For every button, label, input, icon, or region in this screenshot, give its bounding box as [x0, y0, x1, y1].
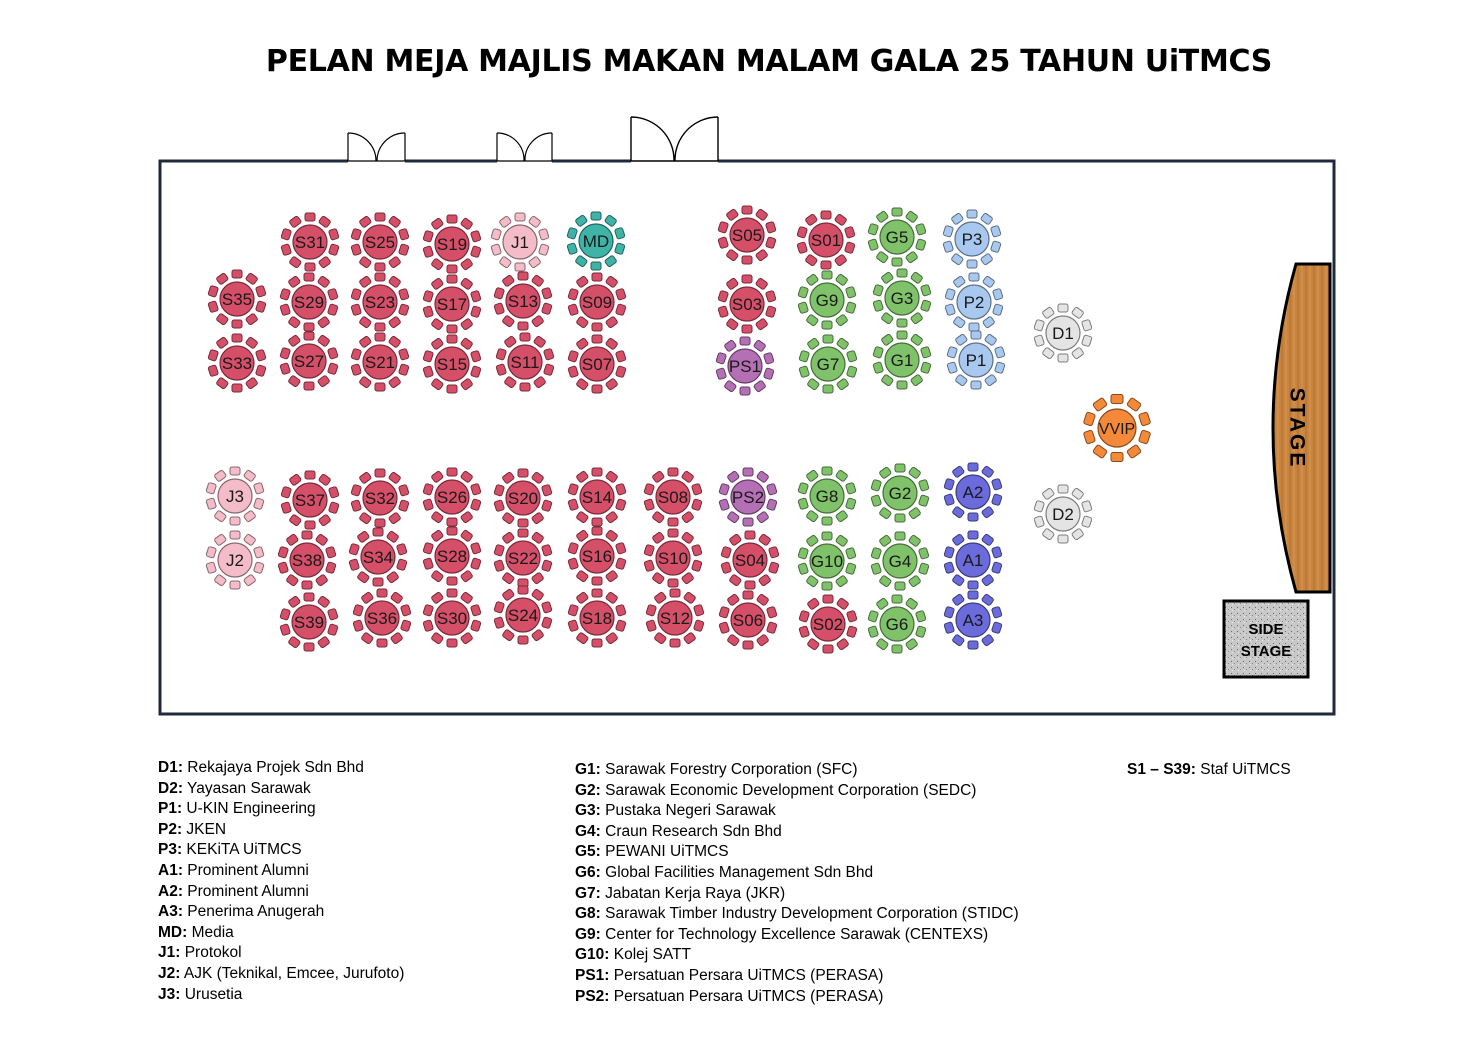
chair: [375, 273, 385, 281]
table-label: A1: [962, 551, 984, 570]
chair: [518, 469, 528, 477]
chair: [304, 643, 314, 651]
chair: [670, 639, 680, 647]
table-label: A2: [962, 483, 984, 502]
chair: [305, 263, 315, 271]
legend-name: Sarawak Forestry Corporation (SFC): [600, 761, 858, 778]
legend-code: PS2:: [575, 987, 610, 1005]
chair: [740, 387, 750, 395]
legend-name: Center for Technology Excellence Sarawak (CENTEXS): [600, 925, 989, 943]
chair: [447, 589, 457, 597]
table-label: S04: [734, 551, 766, 570]
table-label: S32: [364, 489, 396, 508]
chair: [822, 532, 832, 540]
table-label: G5: [885, 228, 909, 247]
legend-item: [575, 925, 1019, 946]
chair: [592, 385, 602, 393]
table-label: G7: [816, 355, 840, 374]
chair: [592, 273, 602, 281]
chair: [668, 518, 678, 526]
legend-code: A3:: [158, 903, 183, 921]
table-label: S10: [657, 549, 689, 568]
side-stage: [1224, 601, 1308, 677]
chair: [668, 468, 678, 476]
chair: [520, 333, 530, 341]
legend-code: G6:: [575, 863, 601, 881]
legend-name: Protokol: [180, 944, 242, 962]
table-label: G9: [815, 291, 839, 310]
chair: [892, 595, 902, 603]
legend-name: AJK (Teknikal, Emcee, Jurufoto): [180, 964, 405, 982]
legend-code: J1:: [158, 944, 181, 962]
chair: [447, 215, 457, 223]
chair: [821, 261, 831, 269]
table-label: PS1: [728, 357, 762, 376]
legend-item: [575, 781, 1019, 802]
chair: [897, 319, 907, 327]
legend-code: P3:: [158, 841, 183, 859]
table-label: S30: [436, 609, 468, 628]
legend-code: A1:: [158, 861, 183, 879]
chair: [742, 325, 752, 333]
chair: [592, 323, 602, 331]
legend-code: A2:: [158, 882, 183, 900]
chair: [743, 518, 753, 526]
table-label: S20: [507, 489, 539, 508]
legend-name: Staf UiTMCS: [1195, 761, 1291, 778]
legend-column-2: [575, 760, 1019, 1007]
chair: [745, 581, 755, 589]
chair: [740, 337, 750, 345]
legend-code: G3:: [575, 802, 601, 820]
chair: [743, 591, 753, 599]
chair: [304, 332, 314, 340]
table-label: S09: [581, 293, 613, 312]
legend-code: S1 – S39:: [1127, 761, 1196, 778]
chair: [591, 212, 601, 220]
chair: [969, 273, 979, 281]
chair: [518, 272, 528, 280]
legend-code: J2:: [158, 964, 181, 982]
chair: [823, 595, 833, 603]
legend-name: Sarawak Timber Industry Development Corporation (STIDC): [600, 905, 1019, 923]
chair: [892, 645, 902, 653]
chair: [742, 275, 752, 283]
table-label: J2: [226, 551, 244, 570]
chair: [1111, 395, 1123, 404]
legend-code: G9:: [575, 925, 601, 943]
table-label: VVIP: [1098, 421, 1136, 438]
chair: [230, 467, 240, 475]
table-label: S26: [436, 488, 468, 507]
table-label: S27: [293, 352, 325, 371]
chair: [892, 208, 902, 216]
chair: [592, 577, 602, 585]
chair: [447, 468, 457, 476]
chair: [518, 519, 528, 527]
legend-column-3: [1127, 760, 1291, 781]
table-label: S08: [657, 488, 689, 507]
chair: [895, 464, 905, 472]
legend-name: Sarawak Economic Development Corporation (SEDC): [600, 781, 977, 799]
table-label: S18: [581, 609, 613, 628]
chair: [742, 206, 752, 214]
table-label: S06: [732, 611, 764, 630]
chair: [822, 271, 832, 279]
chair: [895, 514, 905, 522]
chair: [592, 468, 602, 476]
chair: [822, 467, 832, 475]
table-label: S03: [731, 295, 763, 314]
chair: [375, 469, 385, 477]
chair: [373, 578, 383, 586]
chair: [520, 383, 530, 391]
door-icon: [348, 133, 405, 164]
chair: [447, 518, 457, 526]
chair: [670, 589, 680, 597]
legend-name: Prominent Alumni: [182, 882, 309, 900]
chair: [304, 382, 314, 390]
table-label: S29: [293, 293, 325, 312]
chair: [822, 582, 832, 590]
table-label: S05: [731, 226, 763, 245]
chair: [897, 269, 907, 277]
legend-item: [575, 904, 1019, 925]
chair: [375, 333, 385, 341]
chair: [304, 593, 314, 601]
chair: [232, 270, 242, 278]
chair: [230, 581, 240, 589]
table-label: S34: [362, 548, 394, 567]
table-label: G1: [890, 351, 914, 370]
table-label: S21: [364, 353, 396, 372]
legend-item: [575, 884, 1019, 905]
legend-name: U-KIN Engineering: [182, 800, 316, 818]
table-label: S31: [294, 233, 326, 252]
chair: [447, 385, 457, 393]
chair: [668, 579, 678, 587]
table-label: S37: [294, 491, 326, 510]
legend-name: Persatuan Persara UiTMCS (PERASA): [609, 987, 884, 1005]
table-label: S39: [293, 613, 325, 632]
chair: [968, 581, 978, 589]
legend-item: [158, 882, 404, 903]
legend-item: [158, 840, 404, 861]
door-icon: [631, 117, 718, 164]
legend-code: D1:: [158, 759, 183, 776]
chair: [668, 529, 678, 537]
legend-name: Craun Research Sdn Bhd: [600, 822, 782, 840]
chair: [377, 589, 387, 597]
legend-item: [158, 964, 404, 985]
chair: [447, 335, 457, 343]
chair: [592, 518, 602, 526]
chair: [967, 210, 977, 218]
chair: [895, 532, 905, 540]
table-label: P3: [961, 230, 983, 249]
chair: [230, 517, 240, 525]
table-label: S11: [510, 353, 540, 372]
chair: [232, 320, 242, 328]
legend-code: P2:: [158, 820, 183, 838]
door-icon: [497, 133, 552, 164]
table-label: S28: [436, 547, 468, 566]
chair: [373, 528, 383, 536]
stage-label: STAGE: [1285, 387, 1309, 469]
chair: [447, 325, 457, 333]
chair: [375, 383, 385, 391]
legend-item: [158, 943, 404, 964]
legend-name: KEKiTA UiTMCS: [182, 841, 302, 859]
chair: [375, 323, 385, 331]
chair: [232, 384, 242, 392]
legend-name: Penerima Anugerah: [182, 903, 325, 921]
chair: [1058, 304, 1068, 312]
legend-name: Global Facilities Management Sdn Bhd: [600, 863, 874, 881]
chair: [302, 531, 312, 539]
legend-code: P1:: [158, 800, 183, 818]
chair: [743, 468, 753, 476]
legend-item: [575, 863, 1019, 884]
legend-name: Kolej SATT: [609, 946, 692, 964]
chair: [592, 589, 602, 597]
table-label: S17: [436, 295, 468, 314]
chair: [518, 586, 528, 594]
chair: [515, 263, 525, 271]
chair: [591, 262, 601, 270]
chair: [304, 273, 314, 281]
legend-item: [575, 966, 1019, 987]
chair: [375, 519, 385, 527]
chair: [518, 322, 528, 330]
chair: [822, 517, 832, 525]
table-label: P2: [963, 293, 985, 312]
legend-column-1: [158, 758, 404, 1005]
chair: [968, 531, 978, 539]
chair: [823, 335, 833, 343]
chair: [822, 321, 832, 329]
legend-item: [575, 945, 1019, 966]
legend-item: [158, 923, 404, 944]
chair: [897, 331, 907, 339]
chair: [232, 334, 242, 342]
table-label: S14: [581, 488, 613, 507]
legend-code: G5:: [575, 843, 601, 861]
table-label: S12: [659, 609, 691, 628]
table-label: S33: [221, 354, 253, 373]
table-label: S01: [810, 231, 842, 250]
table-label: S35: [221, 290, 253, 309]
page-title: PELAN MEJA MAJLIS MAKAN MALAM GALA 25 TAHUN UiTMCS: [265, 44, 1273, 79]
legend-item: [158, 758, 404, 779]
legend-name: Rekajaya Projek Sdn Bhd: [182, 759, 364, 776]
legend-name: Persatuan Persara UiTMCS (PERASA): [609, 966, 884, 984]
chair: [305, 521, 315, 529]
chair: [823, 645, 833, 653]
chair: [447, 527, 457, 535]
chair: [1058, 485, 1068, 493]
chair: [745, 531, 755, 539]
chair: [971, 331, 981, 339]
table-label: A3: [962, 611, 984, 630]
table-label: S38: [291, 551, 323, 570]
legend-item: [575, 822, 1019, 843]
table-label: S13: [507, 292, 539, 311]
table-label: D1: [1052, 324, 1074, 343]
chair: [968, 513, 978, 521]
legend-code: J3:: [158, 985, 181, 1003]
chair: [518, 636, 528, 644]
legend-item: [158, 902, 404, 923]
side-stage-label-line1: SIDE: [1248, 621, 1284, 638]
table-label: S15: [436, 355, 468, 374]
legend-code: PS1:: [575, 966, 610, 984]
chair: [447, 275, 457, 283]
chair: [742, 256, 752, 264]
chair: [230, 531, 240, 539]
table-label: PS2: [731, 488, 765, 507]
chair: [968, 463, 978, 471]
chair: [375, 263, 385, 271]
legend-code: G4:: [575, 822, 601, 840]
legend-item: [575, 801, 1019, 822]
chair: [895, 582, 905, 590]
chair: [447, 577, 457, 585]
chair: [1058, 354, 1068, 362]
table-label: D2: [1052, 505, 1074, 524]
chair: [1058, 535, 1068, 543]
chair: [967, 260, 977, 268]
legend-name: PEWANI UiTMCS: [600, 843, 729, 861]
legend-code: G10:: [575, 946, 610, 964]
table-label: G6: [885, 615, 909, 634]
chair: [305, 213, 315, 221]
chair: [971, 381, 981, 389]
legend-name: JKEN: [182, 820, 227, 838]
table-label: J3: [226, 487, 244, 506]
legend-code: G1:: [575, 761, 601, 778]
table-label: S36: [366, 609, 398, 628]
legend-item: [158, 799, 404, 820]
legend-name: Yayasan Sarawak: [182, 779, 311, 797]
table-label: S24: [507, 606, 539, 625]
legend-code: MD:: [158, 923, 188, 941]
side-stage-label-line2: STAGE: [1240, 643, 1292, 660]
chair: [592, 335, 602, 343]
table-label: G4: [888, 552, 912, 571]
chair: [304, 323, 314, 331]
legend-name: Pustaka Negeri Sarawak: [600, 802, 776, 820]
chair: [515, 213, 525, 221]
legend-item: [158, 861, 404, 882]
table-label: J1: [511, 233, 529, 252]
chair: [1111, 453, 1123, 462]
legend-name: Jabatan Kerja Raya (JKR): [600, 884, 786, 902]
table-label: G3: [890, 289, 914, 308]
table-label: G8: [815, 487, 839, 506]
chair: [968, 591, 978, 599]
table-label: G2: [888, 484, 912, 503]
table-label: S02: [812, 615, 844, 634]
chair: [592, 639, 602, 647]
legend-item: [158, 820, 404, 841]
chair: [892, 258, 902, 266]
legend-name: Urusetia: [180, 985, 243, 1003]
chair: [302, 581, 312, 589]
chair: [305, 471, 315, 479]
chair: [821, 211, 831, 219]
chair: [518, 529, 528, 537]
chair: [592, 527, 602, 535]
chair: [447, 639, 457, 647]
legend-item: [158, 779, 404, 800]
table-label: S19: [436, 235, 468, 254]
chair: [377, 639, 387, 647]
legend-item: [575, 760, 1019, 781]
chair: [968, 641, 978, 649]
table-label: MD: [582, 232, 610, 251]
chair: [969, 323, 979, 331]
chair: [375, 213, 385, 221]
legend-item: [575, 987, 1019, 1008]
legend-code: G2:: [575, 781, 601, 799]
table-label: S07: [581, 355, 613, 374]
table-label: S23: [364, 293, 396, 312]
table-label: S25: [364, 233, 396, 252]
table-label: S22: [507, 549, 539, 568]
table-label: G10: [810, 552, 844, 571]
chair: [743, 641, 753, 649]
legend-name: Media: [187, 923, 234, 941]
table-label: P1: [965, 351, 987, 370]
chair: [447, 265, 457, 273]
legend-code: D2:: [158, 779, 183, 797]
legend-item: [1127, 760, 1291, 781]
legend-item: [575, 842, 1019, 863]
legend-code: G8:: [575, 905, 601, 923]
legend-item: [158, 985, 404, 1006]
chair: [823, 385, 833, 393]
table-label: S16: [581, 547, 613, 566]
legend-name: Prominent Alumni: [182, 861, 309, 879]
legend-code: G7:: [575, 884, 601, 902]
chair: [897, 381, 907, 389]
